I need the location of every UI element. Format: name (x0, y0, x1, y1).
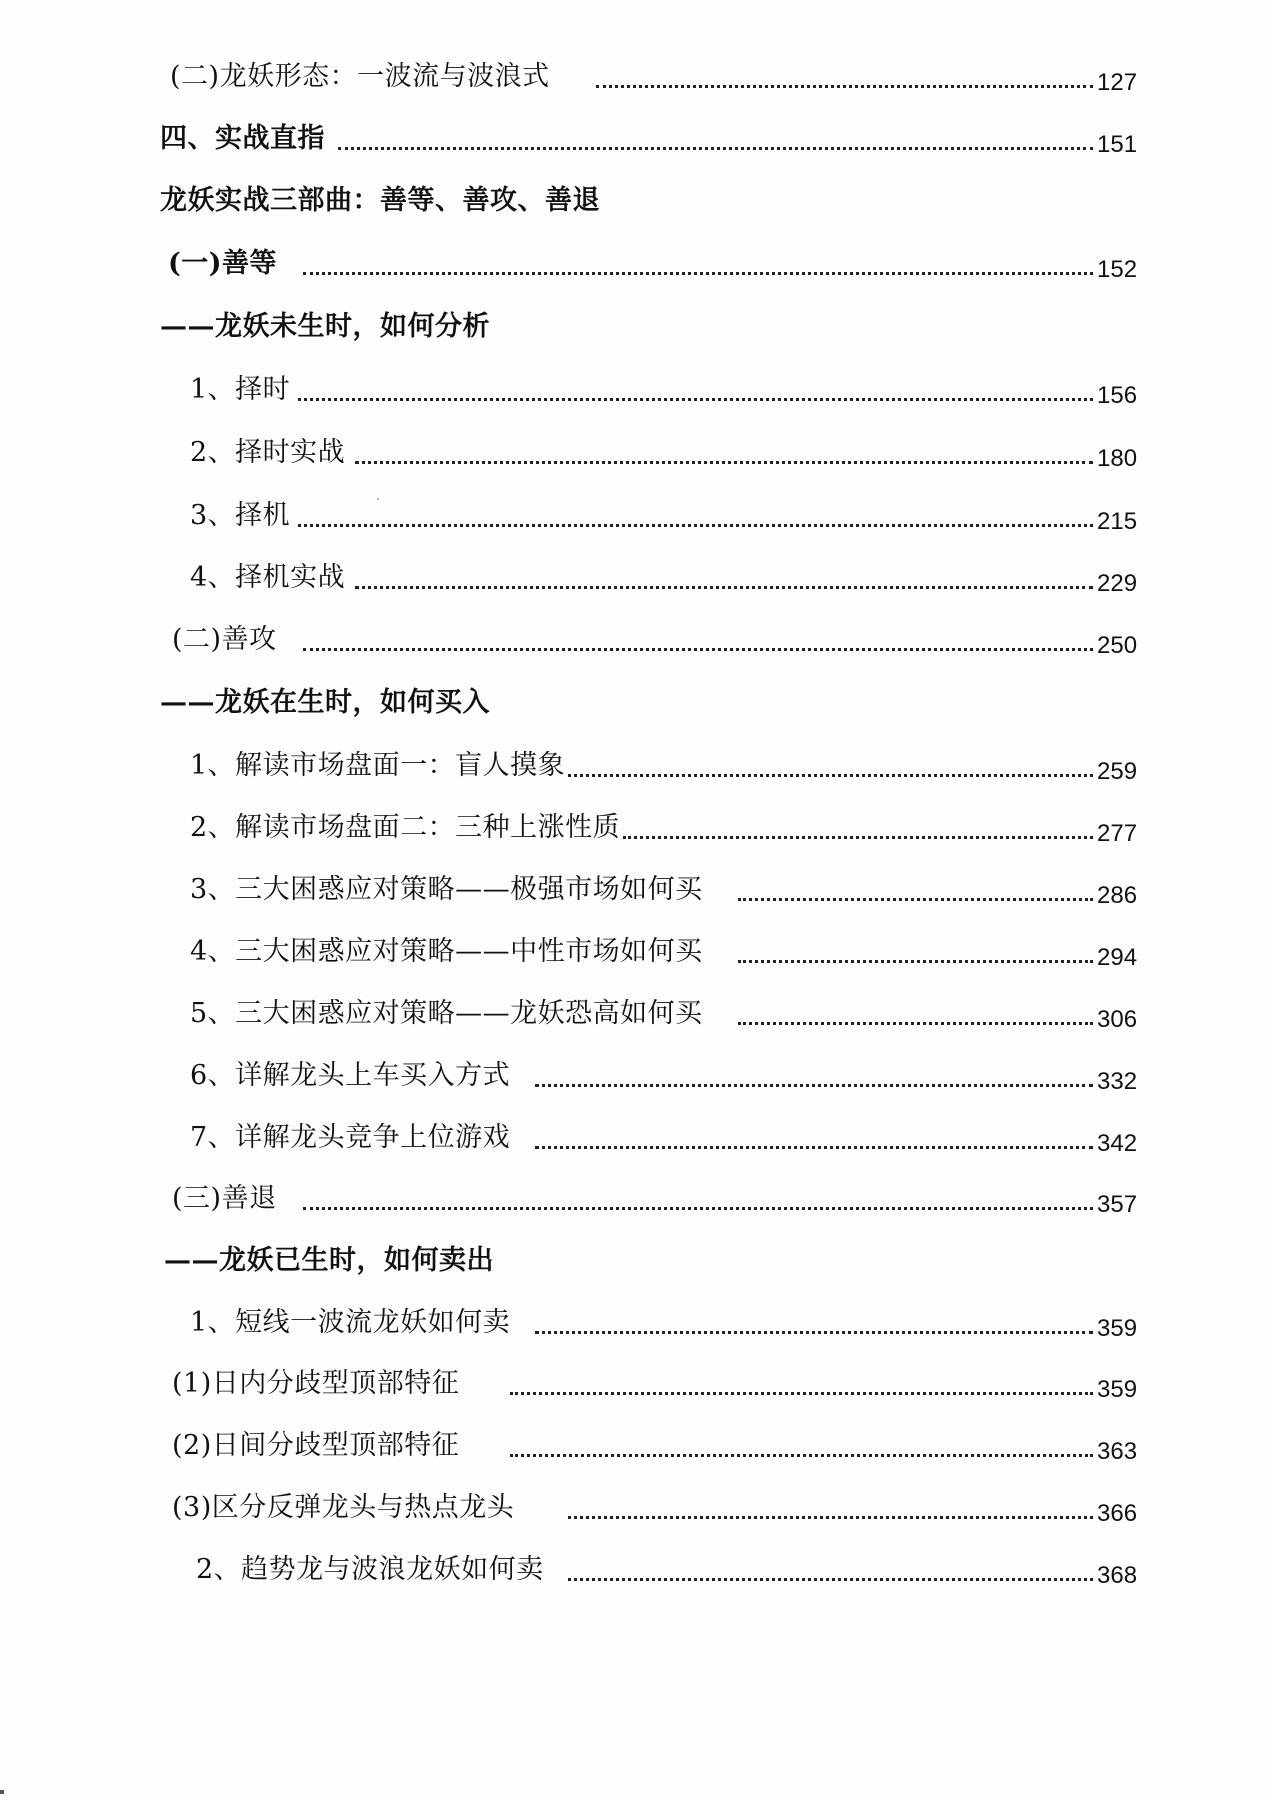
toc-page-number: 229 (1097, 570, 1138, 597)
dot-leader (298, 524, 1093, 527)
toc-entry-title: (一)善等 (168, 248, 278, 279)
toc-entry-title: 3、择机 (190, 500, 291, 531)
dot-leader (303, 272, 1093, 275)
scan-edge-mark (0, 1790, 4, 1794)
toc-entry (0, 865, 1272, 913)
toc-entry-title: (2)日间分歧型顶部特征 (172, 1430, 460, 1461)
toc-entry-title: 4、三大困惑应对策略——中性市场如何买 (190, 936, 703, 967)
toc-entry (0, 1298, 1272, 1346)
dot-leader (535, 1084, 1093, 1087)
toc-entry-title: (二)善攻 (172, 624, 277, 655)
toc-entry (0, 927, 1272, 975)
toc-entry (0, 741, 1272, 789)
toc-page-number: 259 (1097, 758, 1138, 785)
toc-page-number: 277 (1097, 820, 1138, 847)
toc-entry (0, 491, 1272, 539)
dot-leader (568, 1516, 1093, 1519)
toc-entry-title: (1)日内分歧型顶部特征 (172, 1368, 460, 1399)
toc-entry-title: 7、详解龙头竞争上位游戏 (190, 1122, 511, 1153)
toc-entry-title: 4、择机实战 (190, 562, 346, 593)
toc-section-heading (0, 678, 1272, 726)
toc-entry-title: (3)区分反弹龙头与热点龙头 (172, 1492, 515, 1523)
toc-page-number: 359 (1097, 1376, 1138, 1403)
dot-leader (568, 774, 1093, 777)
toc-page-number: 357 (1097, 1191, 1138, 1218)
toc-section-heading (0, 1236, 1272, 1284)
toc-entry (0, 239, 1272, 287)
dot-leader (535, 1146, 1093, 1149)
toc-entry (0, 1051, 1272, 1099)
dot-leader (303, 1207, 1093, 1210)
toc-entry-title: 6、详解龙头上车买入方式 (190, 1060, 511, 1091)
dot-leader (596, 85, 1093, 88)
toc-entry-title: 3、三大困惑应对策略——极强市场如何买 (190, 874, 703, 905)
toc-page-number: 368 (1097, 1562, 1138, 1589)
toc-entry (0, 803, 1272, 851)
toc-entry-title: ——龙妖未生时，如何分析 (160, 311, 490, 342)
toc-page-number: 342 (1097, 1130, 1138, 1157)
toc-entry-title: 四、实战直指 (160, 123, 325, 154)
scan-speck (377, 498, 379, 500)
toc-entry-title: (三)善退 (172, 1183, 277, 1214)
dot-leader (355, 586, 1093, 589)
toc-entry (0, 615, 1272, 663)
toc-section-heading (0, 176, 1272, 224)
toc-entry (0, 1174, 1272, 1222)
dot-leader (338, 147, 1093, 150)
toc-entry-title: 5、三大困惑应对策略——龙妖恐高如何买 (190, 998, 703, 1029)
toc-entry (0, 553, 1272, 601)
toc-page-number: 363 (1097, 1438, 1138, 1465)
toc-entry (0, 1359, 1272, 1407)
toc-entry-title: 2、解读市场盘面二：三种上涨性质 (190, 812, 621, 843)
toc-page-number: 332 (1097, 1068, 1138, 1095)
toc-entry (0, 1483, 1272, 1531)
toc-entry-title: 1、择时 (190, 374, 291, 405)
toc-page-number: 366 (1097, 1500, 1138, 1527)
dot-leader (738, 960, 1093, 963)
toc-page-number: 152 (1097, 256, 1138, 283)
toc-page-number: 294 (1097, 944, 1138, 971)
toc-entry-title: 2、择时实战 (190, 437, 346, 468)
toc-entry (0, 1421, 1272, 1469)
dot-leader (738, 1022, 1093, 1025)
toc-page-number: 127 (1097, 69, 1138, 96)
toc-entry-title: 1、短线一波流龙妖如何卖 (190, 1307, 511, 1338)
toc-page-number: 306 (1097, 1006, 1138, 1033)
toc-entry-title: 2、趋势龙与波浪龙妖如何卖 (196, 1554, 544, 1585)
toc-entry (0, 428, 1272, 476)
dot-leader (568, 1578, 1093, 1581)
toc-page-number: 215 (1097, 508, 1138, 535)
toc-page-number: 359 (1097, 1315, 1138, 1342)
toc-entry (0, 1545, 1272, 1593)
toc-entry (0, 114, 1272, 162)
toc-entry (0, 365, 1272, 413)
dot-leader (303, 648, 1093, 651)
toc-page-number: 151 (1097, 131, 1138, 158)
dot-leader (738, 898, 1093, 901)
toc-entry (0, 1113, 1272, 1161)
dot-leader (623, 836, 1093, 839)
toc-entry-title: ——龙妖已生时，如何卖出 (164, 1245, 494, 1276)
dot-leader (298, 398, 1093, 401)
toc-entry-title: (二)龙妖形态：一波流与波浪式 (170, 61, 550, 92)
toc-entry-title: 1、解读市场盘面一：盲人摸象 (190, 750, 566, 781)
toc-page-number: 286 (1097, 882, 1138, 909)
toc-page-number: 180 (1097, 445, 1138, 472)
toc-entry (0, 52, 1272, 100)
toc-page-number: 250 (1097, 632, 1138, 659)
dot-leader (355, 461, 1093, 464)
toc-section-heading (0, 302, 1272, 350)
toc-entry (0, 989, 1272, 1037)
dot-leader (535, 1331, 1093, 1334)
dot-leader (510, 1392, 1093, 1395)
toc-entry-title: 龙妖实战三部曲：善等、善攻、善退 (160, 185, 600, 216)
dot-leader (510, 1454, 1093, 1457)
toc-entry-title: ——龙妖在生时，如何买入 (160, 687, 490, 718)
toc-page-number: 156 (1097, 382, 1138, 409)
